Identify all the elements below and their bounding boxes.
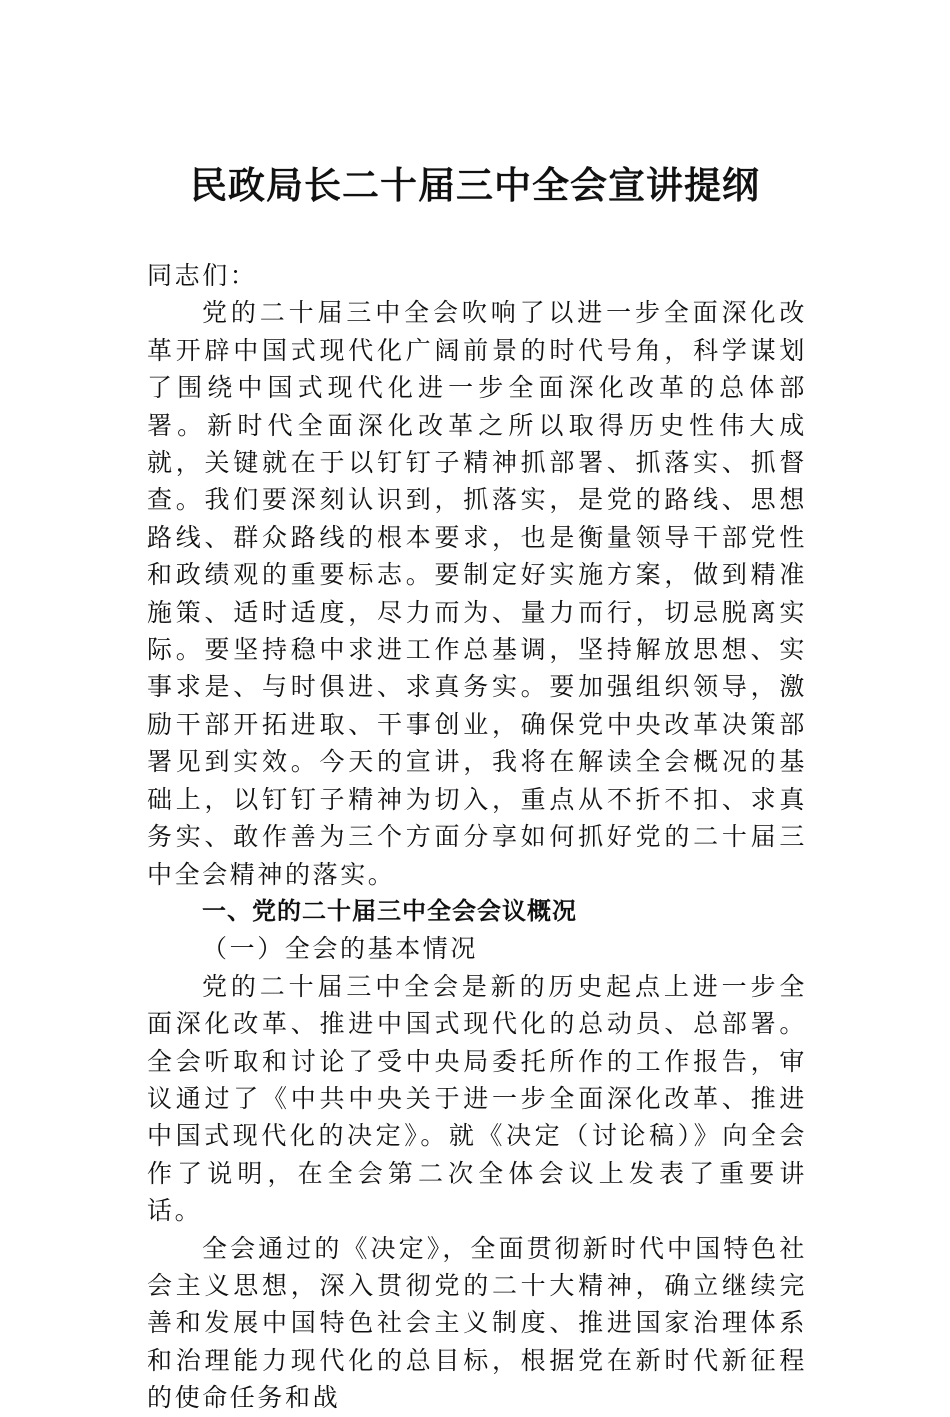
salutation: 同志们： bbox=[147, 261, 258, 290]
subsection-heading-1: （一）全会的基本情况 bbox=[202, 934, 479, 964]
document-title: 民政局长二十届三中全会宣讲提纲 bbox=[190, 163, 760, 207]
section-heading-1: 一、党的二十届三中全会会议概况 bbox=[202, 896, 577, 925]
body-paragraph: 党的二十届三中全会是新的历史起点上进一步全面深化改革、推进中国式现代化的总动员、总部署。全会听取和讨论了受中央局委托所作的工作报告，审议通过了《中共中央关于进一步全面深化改革、推进中国式现代化的决定》。就《决定（讨论稿）》向全会作了说明，在全会第二次全体会议上发表了重要讲话。 bbox=[147, 971, 807, 1226]
document-body bbox=[147, 257, 807, 1417]
body-paragraph: 全会通过的《决定》，全面贯彻新时代中国特色社会主义思想，深入贯彻党的二十大精神，确立继续完善和发展中国特色社会主义制度、推进国家治理体系和治理能力现代化的总目标，根据党在新时代新征程的使命任务和战 bbox=[147, 1233, 807, 1413]
intro-paragraph: 党的二十届三中全会吹响了以进一步全面深化改革开辟中国式现代化广阔前景的时代号角，科学谋划了围绕中国式现代化进一步全面深化改革的总体部署。新时代全面深化改革之所以取得历史性伟大成就，关键就在于以钉钉子精神抓部署、抓落实、抓督查。我们要深刻认识到，抓落实，是党的路线、思想路线、群众路线的根本要求，也是衡量领导干部党性和政绩观的重要标志。要制定好实施方案，做到精准施策、适时适度，尽力而为、量力而行，切忌脱离实际。要坚持稳中求进工作总基调，坚持解放思想、实事求是、与时俱进、求真务实。要加强组织领导，激励干部开拓进取、干事创业，确保党中央改革决策部署见到实效。今天的宣讲，我将在解读全会概况的基础上，以钉钉子精神为切入，重点从不折不扣、求真务实、敢作善为三个方面分享如何抓好党的二十届三中全会精神的落实。 bbox=[147, 298, 807, 889]
